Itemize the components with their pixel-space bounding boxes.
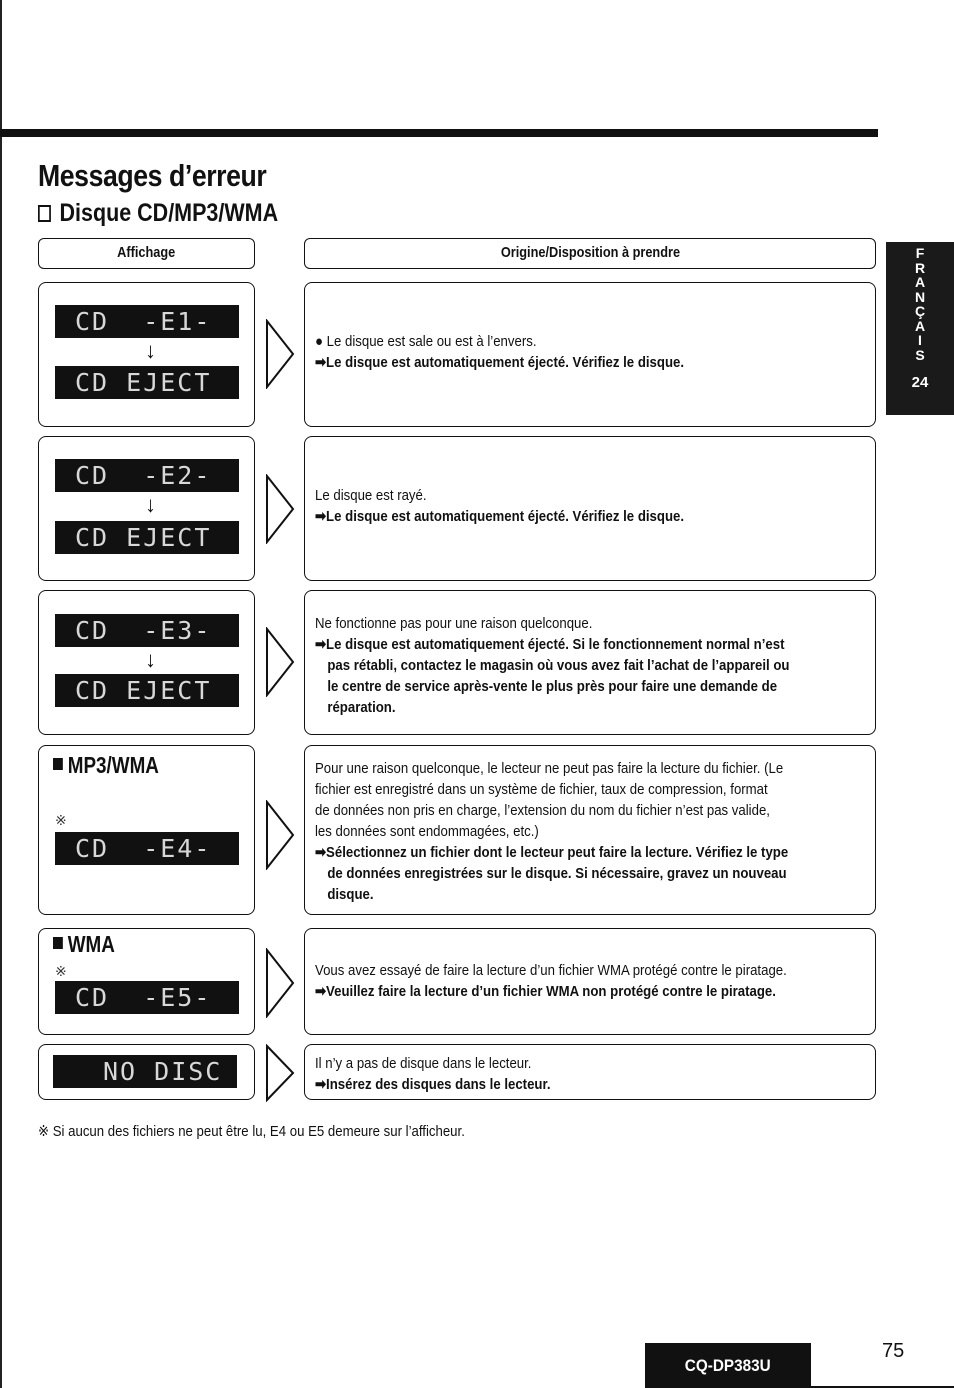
section-label-wma: WMA <box>53 931 115 958</box>
column-header-display: Affichage <box>38 238 255 269</box>
action-line: le centre de service après-vente le plus près pour faire une demande de <box>327 678 778 695</box>
section-page-number: 24 <box>911 374 929 391</box>
subtitle-text: Disque CD/MP3/WMA <box>59 199 279 227</box>
down-arrow-icon: ↓ <box>145 492 156 517</box>
triangle-arrow-icon <box>265 800 295 870</box>
triangle-arrow-icon <box>265 474 295 544</box>
action-line: de données enregistrées sur le disque. Si nécessaire, gravez un nouveau <box>327 865 787 882</box>
triangle-arrow-icon <box>265 319 295 389</box>
page-title: Messages d’erreur <box>38 158 267 193</box>
message-box-e5 <box>304 928 876 1035</box>
action-line: réparation. <box>327 699 396 716</box>
cause-line: les données sont endommagées, etc.) <box>315 823 539 840</box>
reference-mark-icon: ※ <box>55 963 67 979</box>
message-box-e4 <box>304 745 876 915</box>
display-box-e5 <box>38 928 255 1035</box>
triangle-arrow-icon <box>265 1044 295 1102</box>
lcd-display: NO DISC <box>53 1055 237 1088</box>
reference-mark-icon: ※ <box>55 812 67 828</box>
display-box-no-disc <box>38 1044 255 1100</box>
action-text: ➡Le disque est automatiquement éjecté. Vérifiez le disque. <box>315 508 685 525</box>
page-number: 75 <box>882 1340 905 1362</box>
bullet-square-icon <box>53 937 63 949</box>
display-box-e3 <box>38 590 255 735</box>
cause-text: Ne fonctionne pas pour une raison quelconque. <box>315 615 593 632</box>
triangle-arrow-icon <box>265 627 295 697</box>
bullet-square-icon <box>53 758 63 770</box>
action-text: ➡Insérez des disques dans le lecteur. <box>315 1076 551 1093</box>
triangle-arrow-icon <box>265 948 295 1018</box>
message-box-e3 <box>304 590 876 735</box>
action-line: pas rétabli, contactez le magasin où vous avez fait l’achat de l’appareil ou <box>327 657 790 674</box>
page-subtitle <box>38 199 278 228</box>
lcd-display: CD -E3- <box>55 614 239 647</box>
model-label: CQ-DP383U <box>645 1343 811 1388</box>
display-box-e1 <box>38 282 255 427</box>
language-letters: F R A N Ç A I S <box>914 245 926 363</box>
down-arrow-icon: ↓ <box>145 338 156 363</box>
action-text: ➡Veuillez faire la lecture d’un fichier WMA non protégé contre le piratage. <box>315 983 776 1000</box>
action-line: disque. <box>327 886 374 903</box>
cause-line: fichier est enregistré dans un système de fichier, taux de compression, format <box>315 781 768 798</box>
column-header-origin: Origine/Disposition à prendre <box>304 238 876 269</box>
footnote: ※ Si aucun des fichiers ne peut être lu, E4 ou E5 demeure sur l’afficheur. <box>38 1123 465 1140</box>
message-box-no-disc <box>304 1044 876 1100</box>
cause-text: Le disque est rayé. <box>315 487 427 504</box>
display-box-e4 <box>38 745 255 915</box>
cause-line: Pour une raison quelconque, le lecteur ne peut pas faire la lecture du fichier. (Le <box>315 760 784 777</box>
top-rule <box>0 129 878 137</box>
language-side-tab <box>886 242 954 415</box>
lcd-display: CD EJECT <box>55 521 239 554</box>
lcd-display: CD -E2- <box>55 459 239 492</box>
lcd-display: CD -E5- <box>55 981 239 1014</box>
lcd-display: CD -E1- <box>55 305 239 338</box>
lcd-display: CD EJECT <box>55 366 239 399</box>
cause-text: Il n’y a pas de disque dans le lecteur. <box>315 1055 532 1072</box>
message-box-e2 <box>304 436 876 581</box>
message-box-e1 <box>304 282 876 427</box>
action-line: ➡Le disque est automatiquement éjecté. Si le fonctionnement normal n’est <box>315 636 785 653</box>
checkbox-square-icon <box>38 205 51 222</box>
cause-text: Vous avez essayé de faire la lecture d’un fichier WMA protégé contre le piratage. <box>315 962 787 979</box>
cause-line: de données non pris en charge, l’extension du nom du fichier n’est pas valide, <box>315 802 770 819</box>
lcd-display: CD -E4- <box>55 832 239 865</box>
action-text: ➡Le disque est automatiquement éjecté. Vérifiez le disque. <box>315 354 685 371</box>
lcd-display: CD EJECT <box>55 674 239 707</box>
cause-text: ● Le disque est sale ou est à l’envers. <box>315 333 537 350</box>
section-label-mp3-wma: MP3/WMA <box>53 752 159 779</box>
display-box-e2 <box>38 436 255 581</box>
action-line: ➡Sélectionnez un fichier dont le lecteur peut faire la lecture. Vérifiez le type <box>315 844 789 861</box>
down-arrow-icon: ↓ <box>145 647 156 672</box>
page-left-edge <box>0 0 2 1388</box>
